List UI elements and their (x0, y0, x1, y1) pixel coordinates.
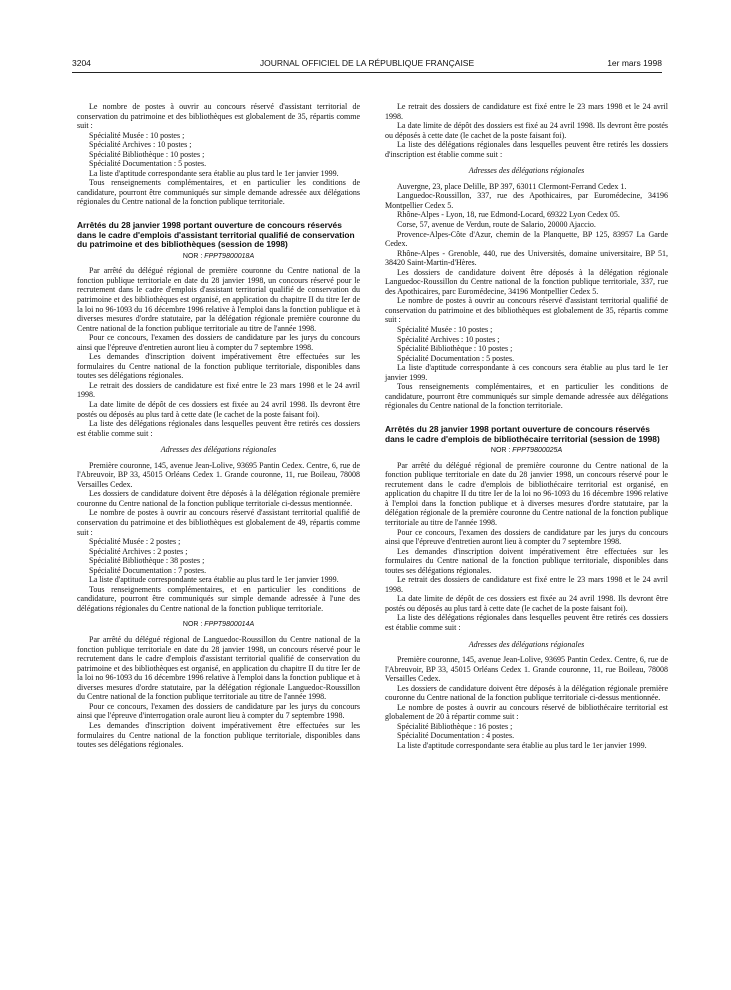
paragraph: Le nombre de postes à ouvrir au concours réservé d'assistant territorial qualifié de conservation du patrimoine et des bibliothèques est globalement de 49, répartis comme suit : (77, 508, 360, 537)
list-item: Spécialité Bibliothèque : 10 postes ; (397, 344, 513, 354)
header-rule (72, 72, 662, 73)
list-item: Spécialité Archives : 10 postes ; (89, 140, 192, 150)
nor-reference: NOR : FPPT9800014A (182, 621, 255, 629)
address-block: Première couronne, 145, avenue Jean-Lolive, 93695 Pantin Cedex. Centre, 6, rue de l'Abreuvoir, BP 33, 45015 Orléans Cedex 1. Grande couronne, 11, rue Boileau, 78008 Versailles Cedex. (77, 460, 360, 489)
section-heading: Arrêtés du 28 janvier 1998 portant ouverture de concours réservés dans le cadre d'emplois d'assistant territorial qualifié de conservation du patrimoine et des bibliothèques (session de 1998) (77, 220, 355, 250)
list-item: Spécialité Documentation : 4 postes. (397, 731, 515, 741)
paragraph: Tous renseignements complémentaires, et en particulier les conditions de candidature, pourront être communiqués sur simple demande adressée à l'une des délégations régionales du Centre national de la fonction publique territoriale. (77, 584, 360, 613)
paragraph: La liste d'aptitude correspondante sera établie au plus tard le 1er janvier 1999. (397, 741, 647, 750)
paragraph: Pour ce concours, l'examen des dossiers de candidature par les jurys du concours ainsi que l'épreuve d'interrogation orale auront lieu à compter du 7 septembre 1998. (77, 701, 360, 721)
list-item: Spécialité Bibliothèque : 38 postes ; (89, 556, 205, 566)
paragraph: Par arrêté du délégué régional de Languedoc-Roussillon du Centre national de la fonction publique territoriale en date du 28 janvier 1998, un concours réservé pour le recrutement dans le cadre d'emplois d'assistant territorial qualifié de conservation du patrimoine et des bibliothèques est organisé, en application du chapitre II du titre Ier de la loi no 96-1093 du 16 décembre 1996 relative à l'emploi dans la fonction publique et à diverses mesures d'ordre statutaire, par la délégation régionale Languedoc-Roussillon du Centre national de la fonction publique territoriale au titre de l'année 1998. (77, 635, 360, 702)
paragraph: Pour ce concours, l'examen des dossiers de candidature par les jurys du concours ainsi que l'épreuve d'entretien auront lieu à compter du 7 septembre 1998. (77, 333, 360, 352)
address-block: Première couronne, 145, avenue Jean-Lolive, 93695 Pantin Cedex. Centre, 6, rue de l'Abreuvoir, BP 33, 45015 Orléans Cedex 1. Grande couronne, 11, rue Boileau, 78008 Versailles Cedex. (385, 655, 668, 684)
paragraph: La liste des délégations régionales dans lesquelles peuvent être retirés ces dossiers est établie comme suit : (77, 419, 360, 438)
paragraph: Pour ce concours, l'examen des dossiers de candidature par les jurys du concours ainsi que l'épreuve d'entretien auront lieu à compter du 7 septembre 1998. (385, 527, 668, 547)
paragraph: Tous renseignements complémentaires, et en particulier les conditions de candidature, pourront être communiqués sur simple demande adressée aux délégations régionales du Centre national de la fonction territoriale. (385, 382, 668, 411)
list-item: Spécialité Bibliothèque : 16 postes ; (397, 721, 513, 731)
paragraph: Les dossiers de candidature doivent être déposés à la délégation régionale première couronne du Centre national de la fonction publique territoriale ci-dessus mentionnée. (385, 683, 668, 703)
address-item: Provence-Alpes-Côte d'Azur, chemin de la Planquette, BP 125, 83957 La Garde Cedex. (385, 229, 668, 249)
paragraph: La date limite de dépôt de ces dossiers est fixée au 24 avril 1998. Ils devront être postés ou déposés au plus tard à cette date (le cachet de la poste faisant foi). (77, 400, 360, 419)
journal-title: JOURNAL OFFICIEL DE LA RÉPUBLIQUE FRANÇAISE (259, 58, 475, 68)
paragraph: La liste d'aptitude correspondante à ces concours sera établie au plus tard le 1er janvier 1999. (385, 363, 668, 382)
subheading: Adresses des délégations régionales (468, 639, 585, 649)
right-column (385, 102, 668, 751)
paragraph: La liste d'aptitude correspondante sera établie au plus tard le 1er janvier 1999. (89, 168, 339, 178)
nor-reference: NOR : FPPT9800018A (182, 252, 255, 260)
paragraph: Le retrait des dossiers de candidature est fixé entre le 23 mars 1998 et le 24 avril 1998. (77, 380, 360, 400)
paragraph: Le retrait des dossiers de candidature est fixé entre le 23 mars 1998 et le 24 avril 1998. (385, 102, 668, 121)
paragraph: Les demandes d'inscription doivent impérativement être effectuées sur les formulaires du Centre national de la fonction publique territoriale, disponibles dans toutes ses délégations régionales. (77, 352, 360, 381)
address-item: Rhône-Alpes - Grenoble, 440, rue des Universités, domaine universitaire, BP 51, 38420 Saint-Martin-d'Hères. (385, 248, 668, 268)
page-number: 3204 (72, 58, 91, 68)
section-heading: Arrêtés du 28 janvier 1998 portant ouverture de concours réservés dans le cadre d'emplois de bibliothécaire territorial (session de 1998) (385, 423, 660, 444)
paragraph: La liste des délégations régionales dans lesquelles peuvent être retirés ces dossiers est établie comme suit : (385, 613, 668, 632)
paragraph: Le nombre de postes à ouvrir au concours réservé d'assistant territorial qualifié de conservation du patrimoine et des bibliothèques est globalement de 35, répartis comme suit : (385, 296, 668, 325)
list-item: Spécialité Musée : 2 postes ; (89, 537, 181, 547)
paragraph: Les demandes d'inscription doivent impérativement être effectuées sur les formulaires du Centre national de la fonction publique territoriale, disponibles dans toutes ses délégations régionales. (77, 720, 360, 750)
list-item: Spécialité Documentation : 5 postes. (397, 353, 515, 363)
paragraph: La liste d'aptitude correspondante sera établie au plus tard le 1er janvier 1999. (89, 575, 339, 585)
left-column (77, 102, 360, 750)
list-item: Spécialité Documentation : 5 postes. (89, 159, 207, 169)
nor-reference: NOR : FPPT9800025A (490, 447, 563, 455)
subheading: Adresses des délégations régionales (468, 166, 585, 176)
address-item: Languedoc-Roussillon, 337, rue des Apothicaires, par Euromédecine, 34196 Montpellier Cedex 5. (385, 191, 668, 210)
list-item: Spécialité Archives : 2 postes ; (89, 546, 188, 556)
paragraph: Le nombre de postes à ouvrir au concours réservé de bibliothécaire territorial est globalement de 20 à répartir comme suit : (385, 702, 668, 722)
paragraph: Le retrait des dossiers de candidature est fixé entre le 23 mars 1998 et le 24 avril 1998. (385, 575, 668, 594)
list-item: Spécialité Musée : 10 postes ; (397, 325, 493, 335)
list-item: Spécialité Documentation : 7 postes. (89, 565, 207, 575)
address-item: Rhône-Alpes - Lyon, 18, rue Edmond-Locard, 69322 Lyon Cedex 05. (397, 210, 620, 220)
paragraph: Le nombre de postes à ouvrir au concours réservé d'assistant territorial de conservation du patrimoine et des bibliothèques est globalement de 35, répartis comme suit : (77, 102, 360, 131)
paragraph: La date limite de dépôt des dossiers est fixé au 24 avril 1998. Ils devront être postés ou déposés à cette date (le cachet de la poste faisant foi). (385, 121, 668, 140)
list-item: Spécialité Musée : 10 postes ; (89, 130, 185, 140)
address-item: Auvergne, 23, place Delille, BP 397, 63011 Clermont-Ferrand Cedex 1. (397, 181, 627, 191)
paragraph: Les demandes d'inscription doivent impérativement être effectuées sur les formulaires du Centre national de la fonction publique territoriale, disponibles dans toutes ses délégations régionales. (385, 546, 668, 575)
paragraph: Par arrêté du délégué régional de première couronne du Centre national de la fonction publique territoriale en date du 28 janvier 1998, un concours réservé pour le recrutement dans le cadre d'emplois de bibliothécaire territorial est organisé, en application du chapitre II du titre Ier de la loi no 96-1093 du 16 décembre 1996 relative à l'emploi dans la fonction publique et à diverses mesures d'ordre statutaire, par la délégation régionale de la première couronne du Centre national de la fonction publique territoriale au titre de l'année 1998. (385, 460, 668, 527)
list-item: Spécialité Archives : 10 postes ; (397, 334, 500, 344)
subheading: Adresses des délégations régionales (160, 445, 277, 455)
paragraph: La liste des délégations régionales dans lesquelles peuvent être retirés les dossiers d'inscription est établie comme suit : (385, 140, 668, 159)
paragraph: Tous renseignements complémentaires, et en particulier les conditions de candidature, pourront être communiqués sur simple demande adressée aux délégations régionales du Centre national de la fonction publique territoriale. (77, 178, 360, 207)
address-item: Corse, 57, avenue de Verdun, route de Salario, 20000 Ajaccio. (397, 220, 596, 230)
paragraph: Les dossiers de candidature doivent être déposés à la délégation régionale première couronne du Centre national de la fonction publique territoriale ci-dessus mentionnée. (77, 489, 360, 508)
page-header (72, 58, 662, 72)
issue-date: 1er mars 1998 (607, 58, 662, 68)
paragraph: Par arrêté du délégué régional de première couronne du Centre national de la fonction publique territoriale en date du 28 janvier 1998, un concours réservé pour le recrutement dans le cadre d'emplois d'assistant territorial qualifié de conservation du patrimoine et des bibliothèques est organisé, en application du chapitre II du titre Ier de la loi no 96-1093 du 16 décembre 1996 relative à l'emploi dans la fonction publique et à diverses mesures d'ordre statutaire, par la délégation régionale première couronne du Centre national de la fonction publique territoriale au titre de l'année 1998. (77, 266, 360, 333)
list-item: Spécialité Bibliothèque : 10 postes ; (89, 149, 205, 159)
paragraph: La date limite de dépôt de ces dossiers est fixée au 24 avril 1998. Ils devront être postés ou déposés au plus tard à cette date (le cachet de la poste faisant foi). (385, 594, 668, 613)
paragraph: Les dossiers de candidature doivent être déposés à la délégation régionale Languedoc-Roussillon du Centre national de la fonction publique territoriale, 337, rue des Apothicaires, parc Euromédecine, 34196 Montpellier Cedex 5. (385, 267, 668, 296)
